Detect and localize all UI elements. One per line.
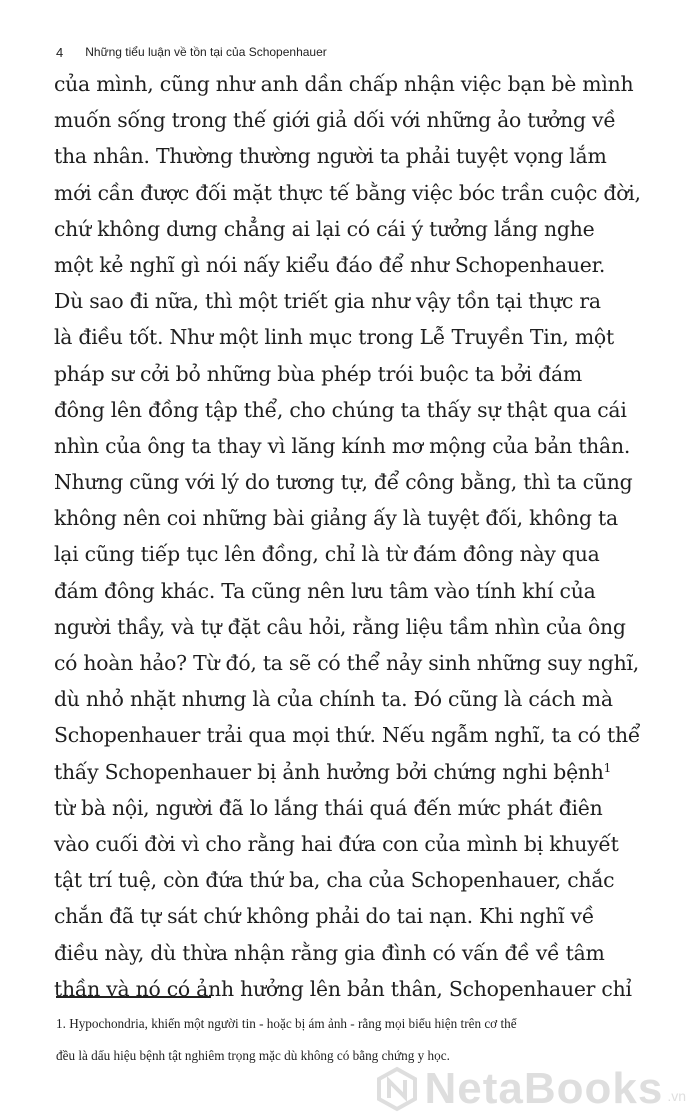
text-line: dù nhỏ nhặt nhưng là của chính ta. Đó cũng là cách mà	[54, 687, 613, 712]
text-line: Schopenhauer trải qua mọi thứ. Nếu ngẫm nghĩ, ta có thể	[54, 723, 641, 748]
text-line: chắn đã tự sát chứ không phải do tai nạn. Khi nghĩ về	[54, 904, 595, 929]
text-line: là điều tốt. Như một linh mục trong Lễ Truyền Tin, một	[54, 325, 614, 350]
text-line-content: thấy Schopenhauer bị ảnh hưởng bởi chứng nghi bệnh	[54, 759, 604, 784]
footnote-divider	[56, 996, 211, 998]
text-line: tha nhân. Thường thường người ta phải tuyệt vọng lắm	[54, 144, 607, 169]
text-line: nhìn của ông ta thay vì lăng kính mơ mộng của bản thân.	[54, 433, 631, 458]
text-line: thần và nó có ảnh hưởng lên bản thân, Schopenhauer chỉ	[54, 976, 632, 1001]
text-line: từ bà nội, người đã lo lắng thái quá đến mức phát điên	[54, 795, 603, 820]
text-line: vào cuối đời vì cho rằng hai đứa con của mình bị khuyết	[54, 831, 619, 856]
text-line: Dù sao đi nữa, thì một triết gia như vậy tồn tại thực ra	[54, 289, 601, 314]
watermark-suffix: .vn	[667, 1088, 686, 1104]
text-line: một kẻ nghĩ gì nói nấy kiểu đáo để như Schopenhauer.	[54, 252, 606, 277]
footnote-line: đều là dấu hiệu bệnh tật nghiêm trọng mặc dù không có bằng chứng y học.	[56, 1048, 450, 1063]
footnotes	[56, 1008, 696, 1072]
text-line: lại cũng tiếp tục lên đồng, chỉ là từ đám đông này qua	[54, 542, 600, 567]
netabooks-logo-icon	[374, 1066, 420, 1112]
text-line	[54, 754, 694, 790]
text-line: của mình, cũng như anh dần chấp nhận việc bạn bè mình	[54, 72, 634, 96]
page-number: 4	[56, 44, 64, 60]
text-line: mới cần được đối mặt thực tế bằng việc bóc trần cuộc đời,	[54, 180, 641, 205]
text-line: đám đông khác. Ta cũng nên lưu tâm vào tính khí của	[54, 578, 596, 603]
text-line: Nhưng cũng với lý do tương tự, để công bằng, thì ta cũng	[54, 470, 633, 495]
text-line: không nên coi những bài giảng ấy là tuyệt đối, không ta	[54, 506, 618, 531]
watermark-brand: NetaBooks	[424, 1064, 664, 1113]
footnote-reference[interactable]: 1	[603, 760, 612, 775]
text-line: có hoàn hảo? Từ đó, ta sẽ có thể nảy sinh những suy nghĩ,	[54, 651, 639, 675]
footnote-line: 1. Hypochondria, khiến một người tin - hoặc bị ám ảnh - rằng mọi biểu hiện trên cơ thể	[56, 1016, 517, 1031]
text-line: tật trí tuệ, còn đứa thứ ba, cha của Schopenhauer, chắc	[54, 868, 615, 893]
text-line: pháp sư cởi bỏ những bùa phép trói buộc ta bởi đám	[54, 361, 582, 386]
text-line: chứ không dưng chẳng ai lại có cái ý tưởng lắng nghe	[54, 216, 595, 241]
text-line: đông lên đồng tập thể, cho chúng ta thấy sự thật qua cái	[54, 397, 627, 422]
text-line: điều này, dù thừa nhận rằng gia đình có vấn đề về tâm	[54, 940, 605, 965]
body-text	[54, 66, 694, 1007]
text-line: người thầy, và tự đặt câu hỏi, rằng liệu tầm nhìn của ông	[54, 614, 626, 639]
text-line: muốn sống trong thế giới giả dối với những ảo tưởng về	[54, 108, 616, 133]
running-title: Những tiểu luận về tồn tại của Schopenhauer	[85, 45, 327, 59]
running-head	[56, 42, 660, 62]
